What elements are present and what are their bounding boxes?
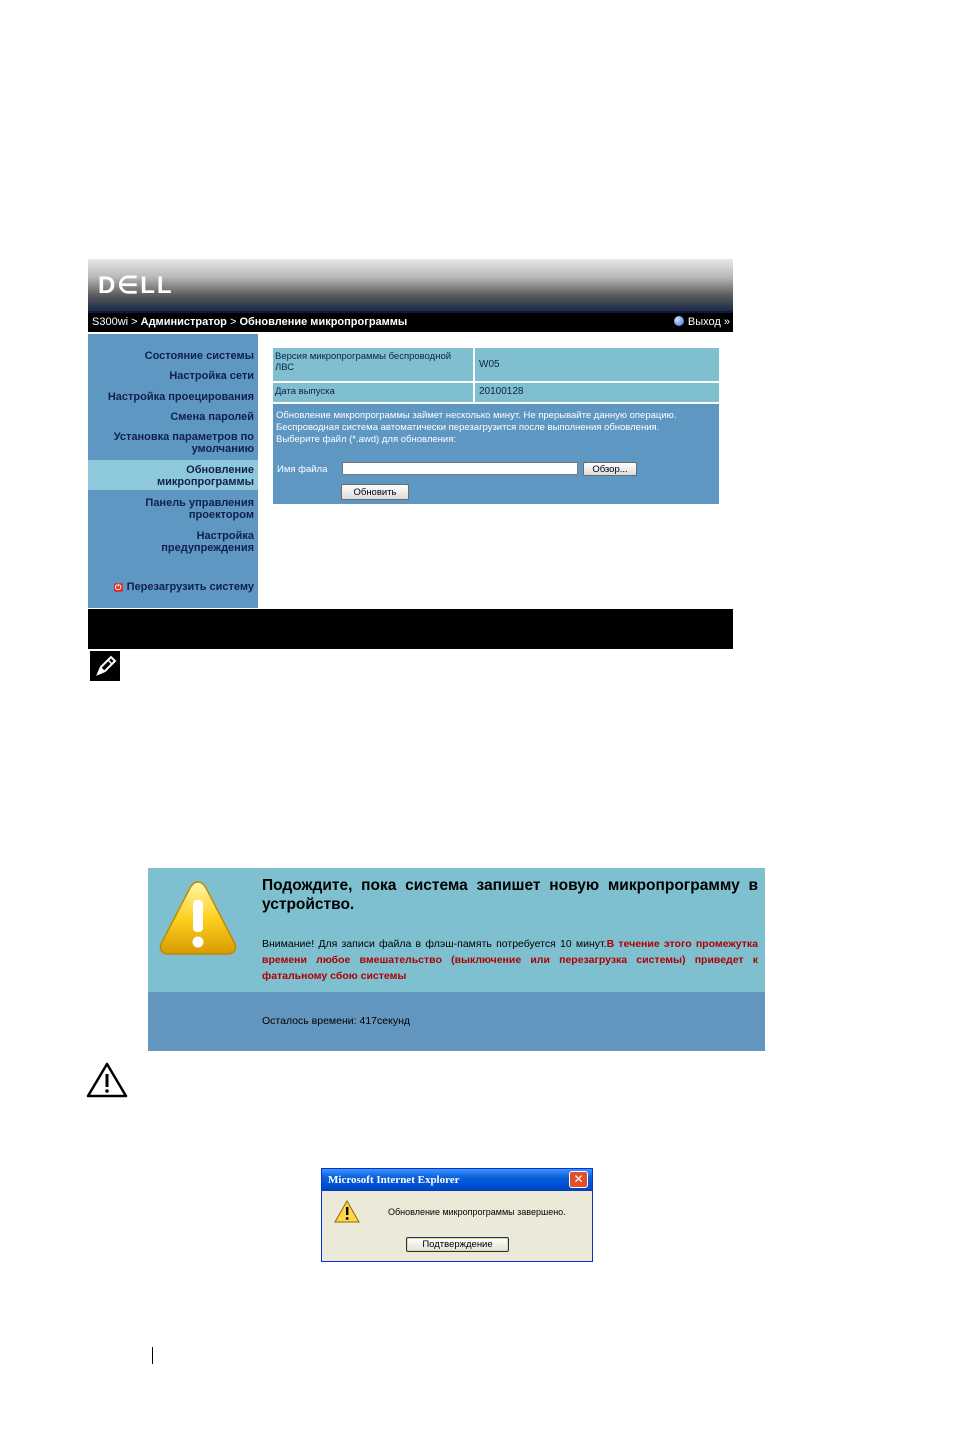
time-remaining-value: 417	[359, 1015, 378, 1027]
confirm-button[interactable]: Подтверждение	[406, 1237, 509, 1252]
sidebar-item-projection-setup[interactable]: Настройка проецирования	[107, 391, 254, 403]
firmware-write-dialog	[148, 868, 765, 1051]
dialog-message: Обновление микропрограммы завершено.	[388, 1207, 566, 1217]
pencil-note-icon	[90, 651, 120, 681]
sidebar-item-system-status[interactable]: Состояние системы	[144, 350, 254, 362]
close-button[interactable]: ✕	[569, 1171, 588, 1188]
sidebar-item-alert-setup[interactable]: Настройка предупреждения	[161, 530, 254, 554]
power-icon: ⏻	[114, 583, 122, 592]
time-remaining-unit: секунд	[377, 1015, 410, 1027]
dell-admin-screenshot	[88, 259, 733, 649]
dell-logo: D∈LL	[98, 272, 174, 299]
dialog-warning-text	[262, 936, 758, 984]
breadcrumb-separator: >	[128, 316, 141, 328]
content-area	[260, 334, 733, 608]
logout-label: Выход »	[687, 316, 730, 328]
caution-triangle-icon	[86, 1062, 128, 1098]
firmware-version-value: W05	[475, 348, 719, 381]
firmware-version-label: Версия микропрограммы беспроводной ЛВС	[273, 348, 473, 381]
dell-header	[88, 259, 733, 313]
warning-text-normal: Внимание! Для записи файла в флэш-память потребуется 10 минут.	[262, 938, 607, 950]
file-name-label: Имя файла	[277, 464, 328, 475]
time-remaining-label: Осталось времени:	[262, 1015, 360, 1027]
update-instructions: Обновление микропрограммы займет несколько минут. Не прерывайте данную операцию. Беспроводная система автоматически перезагрузится после выполнения обновления.	[276, 410, 677, 433]
sidebar-item-change-password[interactable]: Смена паролей	[170, 411, 254, 423]
breadcrumb-page: Обновление микропрограммы	[239, 316, 408, 328]
dialog-titlebar[interactable]	[322, 1169, 592, 1191]
release-date-label: Дата выпуска	[273, 383, 473, 402]
logout-link[interactable]	[674, 313, 730, 332]
update-panel	[273, 404, 719, 504]
sidebar	[88, 334, 258, 608]
sidebar-item-reboot[interactable]	[114, 581, 254, 593]
release-date-value: 20100128	[475, 383, 719, 402]
breadcrumb	[92, 313, 407, 332]
file-name-input[interactable]	[342, 462, 578, 475]
dialog-title: Microsoft Internet Explorer	[328, 1174, 460, 1186]
page-divider	[152, 1347, 153, 1364]
sidebar-item-network-setup[interactable]: Настройка сети	[169, 370, 254, 382]
dialog-title: Подождите, пока система запишет новую микропрограмму в устройство.	[262, 877, 758, 913]
dialog-bottom-panel	[148, 992, 765, 1051]
globe-icon	[674, 316, 684, 326]
warning-text-critical: В течение этого промежутка времени любое вмешательство (выключение или перезагрузка системы) приведет к фатальному сбою системы	[262, 938, 758, 982]
breadcrumb-section[interactable]: Администратор	[140, 316, 227, 328]
ie-alert-dialog	[321, 1168, 593, 1262]
sidebar-item-label: Перезагрузить систему	[126, 581, 254, 593]
dell-footer	[88, 609, 733, 649]
breadcrumb-separator: >	[226, 316, 240, 328]
browse-button[interactable]: Обзор...	[583, 462, 637, 476]
file-row	[277, 462, 717, 478]
warning-exclamation-icon	[334, 1200, 360, 1224]
choose-file-label: Выберите файл (*.awd) для обновления:	[276, 434, 456, 445]
sidebar-item-factory-reset[interactable]: Установка параметров по умолчанию	[113, 431, 254, 455]
breadcrumb-bar	[88, 313, 733, 332]
warning-exclamation-icon	[158, 878, 238, 958]
sidebar-item-firmware-update[interactable]	[88, 460, 258, 490]
sidebar-item-projector-control[interactable]: Панель управления проектором	[145, 497, 254, 521]
breadcrumb-device[interactable]: S300wi	[92, 316, 129, 328]
update-button[interactable]: Обновить	[341, 484, 409, 500]
time-remaining	[262, 1015, 410, 1027]
sidebar-item-label: Обновление микропрограммы	[156, 464, 254, 488]
